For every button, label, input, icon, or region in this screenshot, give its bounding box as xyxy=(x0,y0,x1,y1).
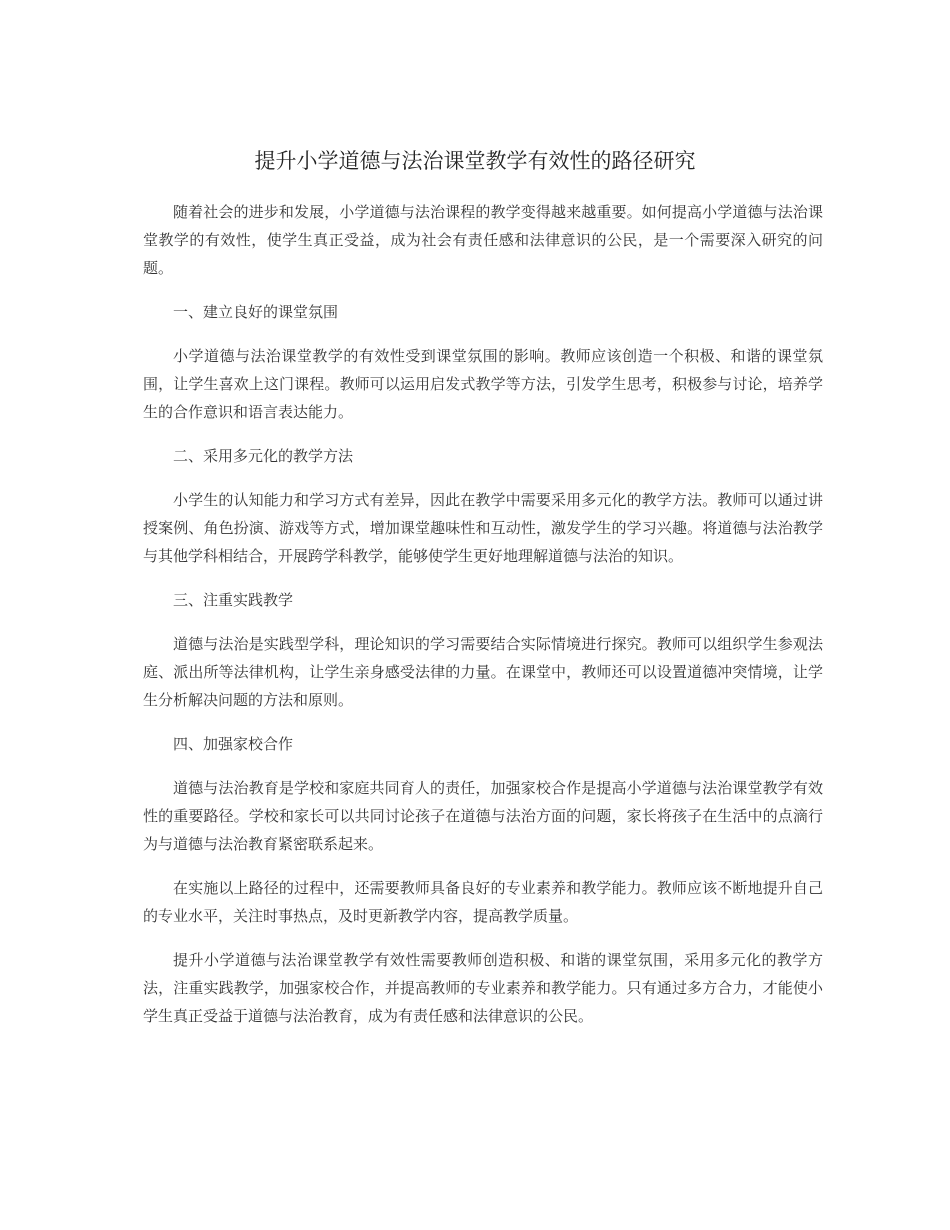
paragraph-conclusion: 提升小学道德与法治课堂教学有效性需要教师创造积极、和谐的课堂氛围，采用多元化的教学方法，注重实践教学，加强家校合作，并提高教师的专业素养和教学能力。只有通过多方合力，才能使小学生真正受益于道德与法治教育，成为有责任感和法律意识的公民。 xyxy=(143,951,823,1025)
paragraph-practice-teaching: 道德与法治是实践型学科，理论知识的学习需要结合实际情境进行探究。教师可以组织学生参观法庭、派出所等法律机构，让学生亲身感受法律的力量。在课堂中，教师还可以设置道德冲突情境，让学生分析解决问题的方法和原则。 xyxy=(143,635,823,709)
section-heading-practice-teaching: 三、注重实践教学 xyxy=(173,591,294,609)
section-heading-classroom-atmosphere: 一、建立良好的课堂氛围 xyxy=(173,303,339,321)
paragraph-teacher-quality: 在实施以上路径的过程中，还需要教师具备良好的专业素养和教学能力。教师应该不断地提升自己的专业水平，关注时事热点，及时更新教学内容，提高教学质量。 xyxy=(143,879,823,925)
section-heading-teaching-methods: 二、采用多元化的教学方法 xyxy=(173,447,354,465)
paragraph-intro: 随着社会的进步和发展，小学道德与法治课程的教学变得越来越重要。如何提高小学道德与法治课堂教学的有效性，使学生真正受益，成为社会有责任感和法律意识的公民，是一个需要深入研究的问题。 xyxy=(143,203,823,277)
document-body xyxy=(143,198,823,1046)
section-heading-home-school-cooperation: 四、加强家校合作 xyxy=(173,735,294,753)
document-title: 提升小学道德与法治课堂教学有效性的路径研究 xyxy=(254,149,696,173)
paragraph-teaching-methods: 小学生的认知能力和学习方式有差异，因此在教学中需要采用多元化的教学方法。教师可以通过讲授案例、角色扮演、游戏等方式，增加课堂趣味性和互动性，激发学生的学习兴趣。将道德与法治教学与其他学科相结合，开展跨学科教学，能够使学生更好地理解道德与法治的知识。 xyxy=(143,491,823,565)
paragraph-classroom-atmosphere: 小学道德与法治课堂教学的有效性受到课堂氛围的影响。教师应该创造一个积极、和谐的课堂氛围，让学生喜欢上这门课程。教师可以运用启发式教学等方法，引发学生思考，积极参与讨论，培养学生的合作意识和语言表达能力。 xyxy=(143,347,823,421)
paragraph-home-school-cooperation: 道德与法治教育是学校和家庭共同育人的责任，加强家校合作是提高小学道德与法治课堂教学有效性的重要路径。学校和家长可以共同讨论孩子在道德与法治方面的问题，家长将孩子在生活中的点滴行为与道德与法治教育紧密联系起来。 xyxy=(143,779,823,853)
